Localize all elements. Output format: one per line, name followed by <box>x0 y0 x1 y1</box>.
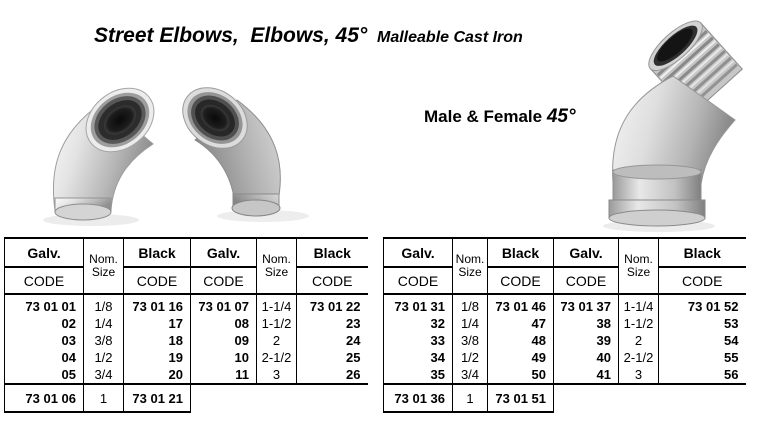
code-cell: 02 <box>5 315 84 332</box>
size-label: Size <box>626 265 651 279</box>
code-header: CODE <box>191 267 257 294</box>
nom-label: Nom. <box>89 252 118 266</box>
code-cell: 73 01 16 <box>124 294 191 315</box>
elbow-base <box>232 200 280 216</box>
size-cell: 1/2 <box>84 349 124 366</box>
code-header: CODE <box>297 267 368 294</box>
col-header-black: Black <box>124 238 191 267</box>
female-end-ridge <box>613 165 701 179</box>
col-header-black: Black <box>488 238 554 267</box>
code-header: CODE <box>554 267 619 294</box>
code-cell: 05 <box>5 366 84 384</box>
code-cell: 73 01 51 <box>488 384 554 412</box>
size-cell: 2 <box>257 332 297 349</box>
code-cell: 54 <box>659 332 746 349</box>
code-cell: 49 <box>488 349 554 366</box>
code-cell: 73 01 46 <box>488 294 554 315</box>
empty-cell <box>191 384 368 412</box>
code-cell: 73 01 31 <box>384 294 453 315</box>
female-end-base <box>609 210 705 226</box>
empty-cell <box>554 384 746 412</box>
col-header-nom-size <box>619 238 659 294</box>
code-cell: 19 <box>124 349 191 366</box>
table-row <box>384 349 746 366</box>
col-header-galv: Galv. <box>554 238 619 267</box>
nom-label: Nom. <box>455 252 485 266</box>
size-cell: 1-1/4 <box>619 294 659 315</box>
size-cell: 3/4 <box>84 366 124 384</box>
code-cell: 55 <box>659 349 746 366</box>
size-cell: 1/8 <box>84 294 124 315</box>
male-female-street-elbow <box>603 20 742 232</box>
code-cell: 20 <box>124 366 191 384</box>
code-cell: 10 <box>191 349 257 366</box>
elbows-photo <box>25 52 335 230</box>
table-row <box>384 332 746 349</box>
code-cell: 73 01 52 <box>659 294 746 315</box>
code-cell: 50 <box>488 366 554 384</box>
code-cell: 73 01 01 <box>5 294 84 315</box>
table-row <box>5 294 368 315</box>
code-cell: 08 <box>191 315 257 332</box>
code-header: CODE <box>124 267 191 294</box>
size-cell: 1-1/2 <box>257 315 297 332</box>
table-row <box>5 315 368 332</box>
table-footer-row <box>5 384 368 412</box>
code-cell: 40 <box>554 349 619 366</box>
code-cell: 73 01 22 <box>297 294 368 315</box>
size-cell: 1 <box>84 384 124 412</box>
code-cell: 03 <box>5 332 84 349</box>
code-cell: 23 <box>297 315 368 332</box>
male-female-label <box>424 106 576 128</box>
size-cell: 3 <box>257 366 297 384</box>
nom-label: Nom. <box>262 252 291 266</box>
code-cell: 73 01 36 <box>384 384 453 412</box>
code-cell: 25 <box>297 349 368 366</box>
code-cell: 73 01 06 <box>5 384 84 412</box>
code-cell: 41 <box>554 366 619 384</box>
size-cell: 3/8 <box>84 332 124 349</box>
right-code-table <box>383 237 746 413</box>
material-label: Malleable Cast Iron <box>377 29 523 46</box>
size-cell: 1-1/2 <box>619 315 659 332</box>
table-footer-row <box>384 384 746 412</box>
code-cell: 11 <box>191 366 257 384</box>
col-header-galv: Galv. <box>384 238 453 267</box>
size-cell: 1 <box>453 384 488 412</box>
table-row <box>5 332 368 349</box>
code-cell: 56 <box>659 366 746 384</box>
code-cell: 35 <box>384 366 453 384</box>
size-cell: 1/4 <box>453 315 488 332</box>
size-label: Size <box>264 265 289 279</box>
left-code-table <box>4 237 368 413</box>
col-header-black: Black <box>297 238 368 267</box>
galvanized-street-elbow-photo <box>43 75 166 226</box>
table-header-row <box>5 238 368 267</box>
col-header-galv: Galv. <box>5 238 84 267</box>
code-cell: 73 01 21 <box>124 384 191 412</box>
table-header-row <box>384 238 746 267</box>
table-row <box>384 366 746 384</box>
size-cell: 3/8 <box>453 332 488 349</box>
table-row <box>384 315 746 332</box>
code-cell: 33 <box>384 332 453 349</box>
size-cell: 3 <box>619 366 659 384</box>
code-cell: 39 <box>554 332 619 349</box>
size-cell: 1-1/4 <box>257 294 297 315</box>
table-row <box>5 349 368 366</box>
code-cell: 18 <box>124 332 191 349</box>
code-cell: 04 <box>5 349 84 366</box>
code-cell: 09 <box>191 332 257 349</box>
col-header-nom-size <box>84 238 124 294</box>
col-header-nom-size <box>257 238 297 294</box>
elbow-base <box>55 204 111 220</box>
male-female-angle: 45° <box>546 106 576 127</box>
table-row <box>384 294 746 315</box>
code-cell: 38 <box>554 315 619 332</box>
code-header: CODE <box>384 267 453 294</box>
code-cell: 17 <box>124 315 191 332</box>
code-header: CODE <box>488 267 554 294</box>
street-elbow-photo <box>583 20 770 235</box>
size-cell: 1/8 <box>453 294 488 315</box>
code-header: CODE <box>659 267 746 294</box>
code-cell: 73 01 07 <box>191 294 257 315</box>
code-cell: 47 <box>488 315 554 332</box>
col-header-galv: Galv. <box>191 238 257 267</box>
black-45-elbow-photo <box>171 75 309 222</box>
code-cell: 34 <box>384 349 453 366</box>
male-female-text: Male & Female <box>424 107 547 126</box>
table-subheader-row <box>384 267 746 294</box>
col-header-black: Black <box>659 238 746 267</box>
code-cell: 32 <box>384 315 453 332</box>
size-label: Size <box>91 265 116 279</box>
size-cell: 1/4 <box>84 315 124 332</box>
col-header-nom-size <box>453 238 488 294</box>
code-cell: 53 <box>659 315 746 332</box>
code-cell: 26 <box>297 366 368 384</box>
code-header: CODE <box>5 267 84 294</box>
size-cell: 2-1/2 <box>619 349 659 366</box>
table-subheader-row <box>5 267 368 294</box>
size-cell: 3/4 <box>453 366 488 384</box>
code-cell: 48 <box>488 332 554 349</box>
table-row <box>5 366 368 384</box>
code-cell: 24 <box>297 332 368 349</box>
size-cell: 1/2 <box>453 349 488 366</box>
size-cell: 2 <box>619 332 659 349</box>
page-title: Street Elbows, Elbows, 45° <box>94 24 368 47</box>
size-label: Size <box>458 265 482 279</box>
nom-label: Nom. <box>624 252 653 266</box>
code-cell: 73 01 37 <box>554 294 619 315</box>
size-cell: 2-1/2 <box>257 349 297 366</box>
